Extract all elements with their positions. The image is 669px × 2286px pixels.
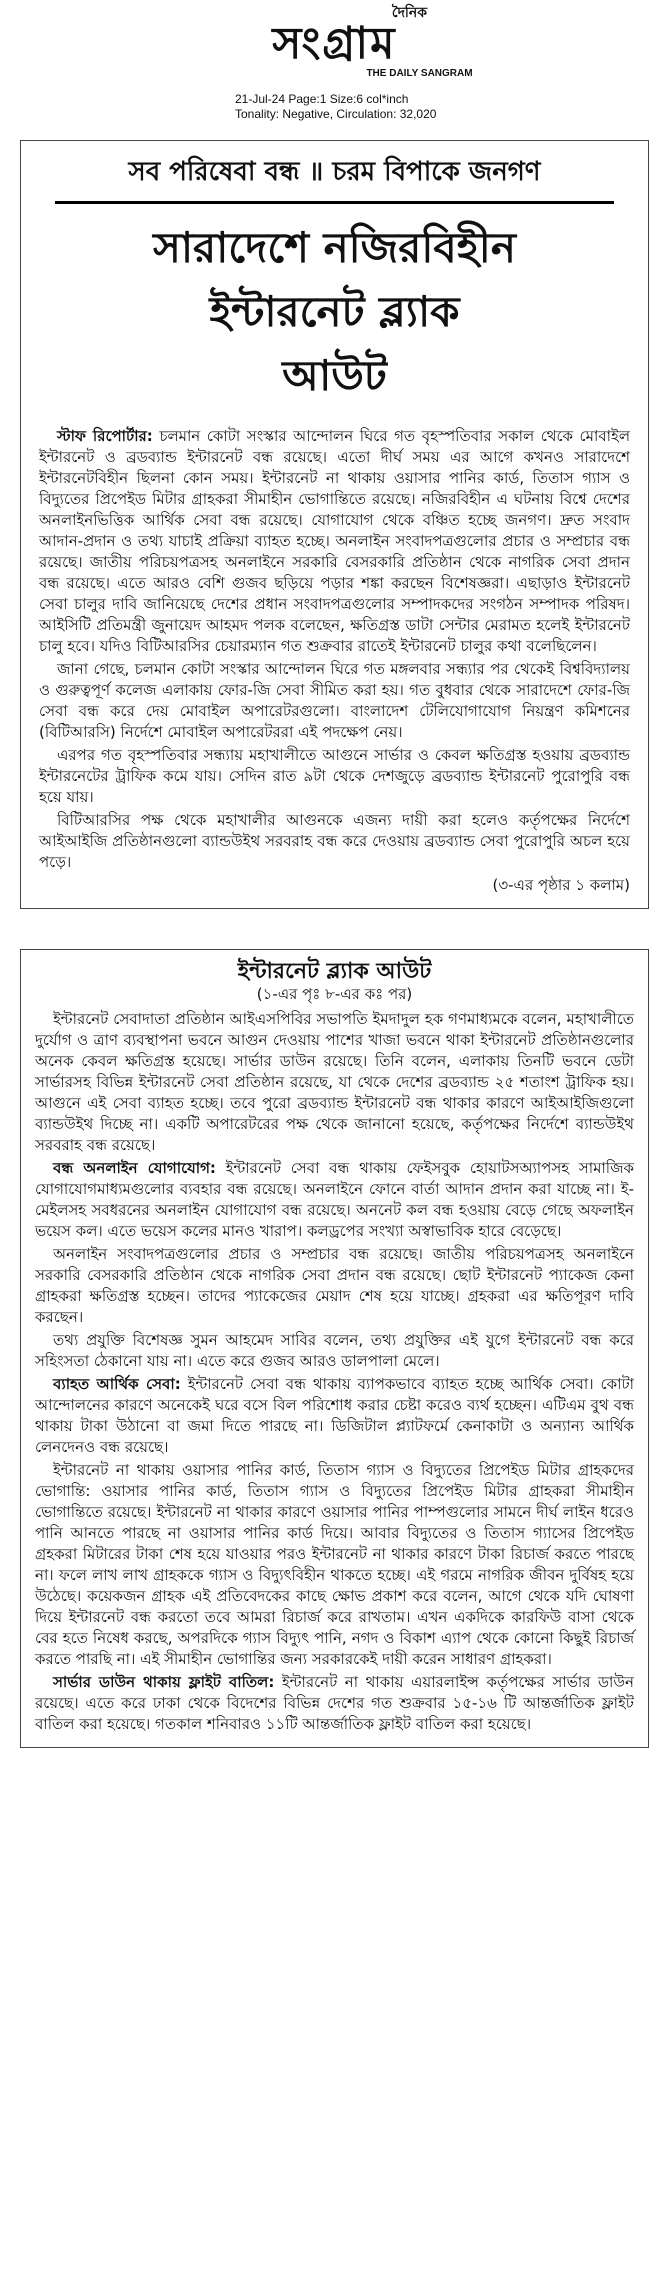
section-divider [0, 909, 669, 949]
paragraph-text: বিটিআরসির পক্ষ থেকে মহাখালীর আগুনকে এজন্য দায়ী করা হলেও কর্তৃপক্ষের নির্দেশে আইআইজি প্রতিষ্ঠানগুলো ব্যান্ডউইথ সরবরাহ বন্ধ করে দেওয়ায় ব্রডব্যান্ড সেবা পুরোপুরি অচল হয়ে পড়ে। [39, 811, 630, 871]
meta-line-tonality: Tonality: Negative, Circulation: 32,020 [235, 107, 437, 121]
continuation-paragraph [35, 1330, 634, 1372]
clipping-meta [235, 92, 669, 122]
continued-marker: (৩-এর পৃষ্ঠার ১ কলাম) [492, 876, 630, 894]
continuation-paragraph [35, 1009, 634, 1156]
continuation-source: (১-এর পৃঃ ৮-এর কঃ পর) [256, 985, 413, 1003]
paragraph-text: ইন্টারনেট না থাকায় এয়ারলাইন্স কর্তৃপক্ষের সার্ভার ডাউন রয়েছে। এতে করে ঢাকা থেকে বিদেশের বিভিন্ন দেশের গত শুক্রবার ১৫-১৬ টি আন্তর্জাতিক ফ্লাইট বাতিল করা হয়েছে। গতকাল শনিবারও ১১টি আন্তর্জাতিক ফ্লাইট বাতিল করা হয়েছে। [35, 1673, 634, 1733]
headline-line: আউট [282, 351, 387, 400]
newspaper-logo: সংগ্রাম [272, 18, 397, 69]
paragraph-lead: স্টাফ রিপোর্টার: [57, 427, 153, 445]
meta-line-date: 21-Jul-24 Page:1 Size:6 col*inch [235, 92, 409, 106]
article-paragraph [39, 745, 630, 808]
paragraph-text: তথ্য প্রযুক্তি বিশেষজ্ঞ সুমন আহমেদ সাবির বলেন, তথ্য প্রযুক্তির এই যুগে ইন্টারনেট বন্ধ করে সহিংসতা ঠেকানো যায় না। এতে করে গুজব আরও ডালপালা মেলে। [35, 1331, 634, 1370]
masthead [0, 0, 669, 82]
continuation-box [20, 949, 649, 1748]
headline-line: সারাদেশে নজিরবিহীন [153, 223, 516, 272]
paragraph-text: ইন্টারনেট সেবা বন্ধ থাকায় ব্যাপকভাবে ব্যাহত হচ্ছে আর্থিক সেবা। কোটা আন্দোলনের কারণে অনেকেই ঘরে বসে বিল পরিশোধ করার চেষ্টা করেও ব্যর্থ হচ্ছেন। এটিএম বুথ বন্ধ থাকায় টাকা উঠানো বা জমা দিতে পারছে না। ডিজিটাল প্ল্যাটফর্মে কেনাকাটা ও অন্যান্য আর্থিক লেনদেনও বন্ধ রয়েছে। [35, 1375, 634, 1456]
paragraph-lead: ব্যাহত আর্থিক সেবা: [53, 1375, 181, 1393]
paragraph-lead: সার্ভার ডাউন থাকায় ফ্লাইট বাতিল: [53, 1673, 275, 1691]
continuation-title: ইন্টারনেট ব্ল্যাক আউট [237, 958, 432, 984]
article-kicker: সব পরিষেবা বন্ধ ॥ চরম বিপাকে জনগণ [55, 151, 614, 204]
article-headline [35, 216, 634, 408]
article-paragraph [39, 810, 630, 873]
masthead-subtitle: THE DAILY SANGRAM [366, 68, 473, 79]
article-box [20, 140, 649, 909]
paragraph-text: অনলাইন সংবাদপত্রগুলোর প্রচার ও সম্প্রচার বন্ধ রয়েছে। জাতীয় পরিচয়পত্রসহ অনলাইনে সরকারি বেসরকারি প্রতিষ্ঠান থেকে নাগরিক সেবা প্রদান বন্ধ রয়েছে। ছোট ইন্টারনেট প্যাকেজ কেনা গ্রাহকরা ক্ষতিগ্রস্ত হচ্ছেন। তাদের প্যাকেজের মেয়াদ শেষ হয়ে যাচ্ছে। গ্রহকরা এর ক্ষতিপূরণ দাবি করছেন। [35, 1245, 634, 1326]
article-paragraph [39, 659, 630, 743]
paragraph-text: এরপর গত বৃহস্পতিবার সন্ধ্যায় মহাখালীতে আগুনে সার্ভার ও কেবল ক্ষতিগ্রস্ত হওয়ায় ব্রডব্যান্ড ইন্টারনেটের ট্রাফিক কমে যায়। সেদিন রাত ৯টা থেকে দেশজুড়ে ব্রডব্যান্ড ইন্টারনেট পুরোপুরি বন্ধ হয়ে যায়। [39, 746, 630, 806]
paragraph-lead: বন্ধ অনলাইন যোগাযোগ: [53, 1159, 216, 1177]
paragraph-text: চলমান কোটা সংস্কার আন্দোলন ঘিরে গত বৃহস্পতিবার সকাল থেকে মোবাইল ইন্টারনেট ও ব্রডব্যান্ড ইন্টারনেট বন্ধ রয়েছে। এতো দীর্ঘ সময় এর আগে কখনও সারাদেশে ইন্টারনেটবিহীন ছিলনা কোন সময়। ইন্টারনেট না থাকায় ওয়াসার পানির কার্ড, তিতাস গ্যাস ও বিদ্যুতের প্রিপেইড মিটার গ্রাহকরা সীমাহীন ভোগান্তিতে রয়েছে। নজিরবিহীন এ ঘটনায় বিশ্বে দেশের অনলাইনভিত্তিক আর্থিক সেবা বন্ধ রয়েছে। যোগাযোগ থেকে বঞ্চিত হচ্ছে জনগণ। দ্রুত সংবাদ আদান-প্রদান ও তথ্য যাচাই প্রক্রিয়া ব্যাহত হচ্ছে। অনলাইন সংবাদপত্রগুলোর প্রচার ও সম্প্রচার বন্ধ রয়েছে। জাতীয় পরিচয়পত্রসহ অনলাইনে সরকারি বেসরকারি প্রতিষ্ঠান থেকে নাগরিক সেবা প্রদান বন্ধ রয়েছে। এতে আরও বেশি গুজব ছড়িয়ে পড়ার শঙ্কা করছেন বিশেষজ্ঞরা। এছাড়াও ইন্টারনেট সেবা চালুর দাবি জানিয়েছে দেশের প্রধান সংবাদপত্রগুলোর সম্পাদকদের সংগঠন সম্পাদক পরিষদ। আইসিটি প্রতিমন্ত্রী জুনায়েদ আহমদ পলক বলেছেন, ক্ষতিগ্রস্ত ডাটা সেন্টার মেরামত হলেই ইন্টারনেট চালু হবে। যদিও বিটিআরসির চেয়ারম্যান গত শুক্রবার রাতেই ইন্টারনেট চালুর কথা বলেছিলেন। [39, 427, 630, 655]
paragraph-text: ইন্টারনেট না থাকায় ওয়াসার পানির কার্ড, তিতাস গ্যাস ও বিদ্যুতের প্রিপেইড মিটার গ্রাহকদের ভোগান্তি: ওয়াসার পানির কার্ড, তিতাস গ্যাস ও বিদ্যুতের প্রিপেইড মিটার গ্রাহকরা সীমাহীন ভোগান্তিতে রয়েছে। ইন্টারনেট না থাকার কারণে ওয়াসার পানির পাম্পগুলোর সামনে দীর্ঘ লাইন ধরেও পানি আনতে পারছে না ওয়াসার পানির কার্ড দিয়ে। আবার বিদ্যুতের ও তিতাস গ্যাসের প্রিপেইড গ্রহকরা মিটারের টাকা শেষ হয়ে যাওয়ার পরও ইন্টারনেট না থাকার কারণে টাকা রিচার্জ করতে পারছে না। ফলে লাখ লাখ গ্রাহককে গ্যাস ও বিদ্যুৎবিহীন থাকতে হচ্ছে। এই গরমে নাগরিক জীবন দুর্বিষহ হয়ে উঠেছে। কয়েকজন গ্রাহক এই প্রতিবেদকের কাছে ক্ষোভ প্রকাশ করে বলেন, আগে থেকে যদি ঘোষণা দিয়ে ইন্টারনেট বন্ধ করতো তবে আমরা রিচার্জ করে রাখতাম। এখন একদিকে কারফিউ বাসা থেকে বের হতে নিষেধ করছে, অপরদিকে গ্যাস বিদ্যুৎ পানি, নগদ ও বিকাশ এ্যাপ থেকে কোনো কিছুই রিচার্জ করতে পারছি না। এই সীমাহীন ভোগান্তির জন্য সরকারকেই দায়ী করেন সাধারণ গ্রাহকরা। [35, 1461, 634, 1668]
paragraph-text: ইন্টারনেট সেবাদাতা প্রতিষ্ঠান আইএসপিবির সভাপতি ইমদাদুল হক গণমাধ্যমকে বলেন, মহাখালীতে দুর্যোগ ও ত্রাণ ব্যবস্থাপনা ভবনে আগুন দেওয়ায় পাশের খাজা ভবনে থাকা ইন্টারনেট প্রতিষ্ঠানগুলোর অনেক কেবল ক্ষতিগ্রস্ত হয়েছে। সার্ভার ডাউন রয়েছে। তিনি বলেন, এলাকায় তিনটি ভবনে ডেটা সার্ভারসহ বিভিন্ন ইন্টারনেট সেবা প্রতিষ্ঠান রয়েছে, যা থেকে দেশের ব্রডব্যান্ড ২৫ শতাংশ ট্রাফিক হয়। আগুনে এই সেবা ব্যাহত হচ্ছে। তবে পুরো ব্রডব্যান্ড ইন্টারনেট বন্ধ থাকার কারণে আইআইজিগুলো ব্যান্ডউইথ দিচ্ছে না। একটি অপারেটরের পক্ষ থেকে জানানো হয়েছে, কর্তৃপক্ষের নির্দেশে ব্যান্ডউইথ সরবরাহ বন্ধ রয়েছে। [35, 1010, 634, 1154]
article-body [35, 426, 634, 896]
paragraph-text: জানা গেছে, চলমান কোটা সংস্কার আন্দোলন ঘিরে গত মঙ্গলবার সন্ধ্যার পর থেকেই বিশ্ববিদ্যালয় ও গুরুত্বপূর্ণ কলেজ এলাকায় ফোর-জি সেবা সীমিত করা হয়। গত বুধবার থেকে সারাদেশে ফোর-জি সেবা বন্ধ করে দেয় মোবাইল অপারেটরগুলো। বাংলাদেশ টেলিযোগাযোগ নিয়ন্ত্রণ কমিশনের (বিটিআরসি) নির্দেশে মোবাইল অপারেটররা এই পদক্ষেপ নেয়। [39, 660, 630, 741]
continuation-paragraph [35, 1672, 634, 1735]
masthead-prefix: দৈনিক [391, 5, 428, 21]
article-paragraph [39, 426, 630, 657]
continuation-paragraph [35, 1244, 634, 1328]
headline-line: ইন্টারনেট ব্ল্যাক [209, 287, 460, 336]
continuation-paragraph [35, 1374, 634, 1458]
continuation-paragraph [35, 1460, 634, 1670]
paragraph-text: ইন্টারনেট সেবা বন্ধ থাকায় ফেইসবুক হোয়াটসঅ্যাপসহ সামাজিক যোগাযোগমাধ্যমগুলোর ব্যবহার বন্ধ রয়েছে। অনলাইনে ফোনে বার্তা আদান প্রদান করা যাচ্ছে না। ই-মেইলসহ সবধরনের অনলাইন যোগাযোগ বন্ধ রয়েছে। অননেট কল বন্ধ হওয়ায় বেড়ে গেছে অফলাইন ভয়েস কল। এতে ভয়েস কলের মানও খারাপ। কলড্রপের সংখ্যা অস্বাভাবিক হারে বেড়েছে। [35, 1159, 634, 1240]
continuation-paragraph [35, 1158, 634, 1242]
